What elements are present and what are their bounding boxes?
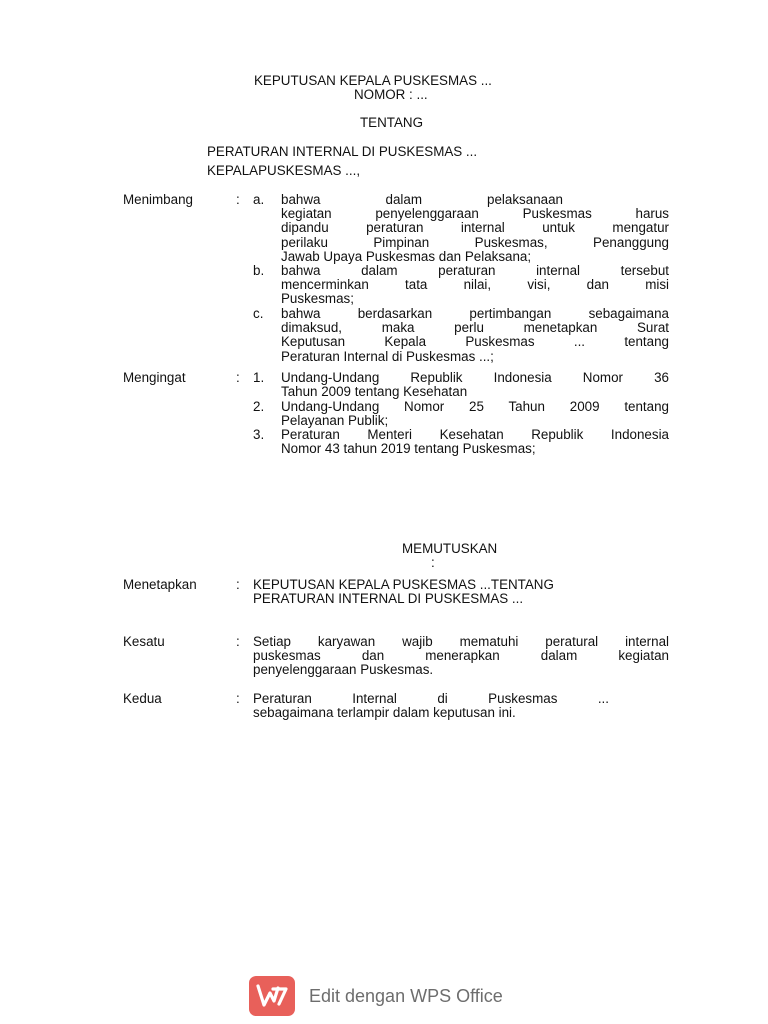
- text-line: bahwa berdasarkan pertimbangan sebagaimana: [281, 306, 669, 321]
- text-line: Keputusan Kepala Puskesmas ... tentang: [281, 334, 669, 350]
- text-line: dipandu peraturan internal untuk mengatur: [281, 220, 669, 236]
- mengingat-marker-2: 2.: [253, 399, 265, 414]
- mengingat-item-1: [281, 371, 669, 399]
- text-line: kegiatan penyelenggaraan Puskesmas harus: [281, 206, 669, 222]
- text-line: sebagaimana terlampir dalam keputusan ini.: [253, 705, 516, 721]
- text-line: bahwa dalam pelaksanaan: [281, 192, 563, 207]
- menetapkan-label: Menetapkan: [123, 577, 197, 592]
- menimbang-item-a: [281, 193, 669, 264]
- text-line: dimaksud, maka perlu menetapkan Surat: [281, 320, 669, 336]
- text-line: Undang-Undang Nomor 25 Tahun 2009 tentang: [281, 399, 669, 414]
- menimbang-marker-c: c.: [253, 306, 264, 321]
- menimbang-label: Menimbang: [123, 192, 193, 207]
- text-line: Peraturan Internal di Puskesmas ...;: [281, 348, 494, 364]
- memutuskan-heading: MEMUTUSKAN: [402, 541, 498, 556]
- kesatu-text: [253, 635, 669, 678]
- text-line: Nomor 43 tahun 2019 tentang Puskesmas;: [281, 441, 536, 457]
- text-line: Jawab Upaya Puskesmas dan Pelaksana;: [281, 248, 532, 264]
- text-line: Pelayanan Publik;: [281, 413, 389, 429]
- menetapkan-text: [253, 578, 669, 606]
- mengingat-marker-1: 1.: [253, 370, 265, 385]
- wps-logo-icon: [249, 976, 295, 1016]
- text-line: Peraturan Menteri Kesehatan Republik Indonesia: [281, 427, 669, 442]
- kesatu-colon: :: [236, 634, 240, 649]
- text-line: perilaku Pimpinan Puskesmas, Penanggung: [281, 234, 669, 250]
- document-number: NOMOR : ...: [354, 87, 428, 102]
- text-line: Tahun 2009 tentang Kesehatan: [281, 384, 468, 400]
- menimbang-marker-a: a.: [253, 192, 265, 207]
- text-line: Puskesmas;: [281, 291, 354, 307]
- about-label: TENTANG: [360, 115, 423, 130]
- kedua-label: Kedua: [123, 691, 162, 706]
- text-line: penyelenggaraan Puskesmas.: [253, 662, 434, 678]
- edit-with-wps-button[interactable]: [249, 976, 549, 1016]
- wps-logo-glyph: [249, 976, 295, 1016]
- text-line: mencerminkan tata nilai, visi, dan misi: [281, 277, 669, 293]
- kedua-text: [253, 692, 609, 720]
- mengingat-colon: :: [236, 370, 240, 385]
- mengingat-marker-3: 3.: [253, 427, 265, 442]
- head-of-puskesmas: KEPALAPUSKESMAS ...,: [207, 163, 361, 178]
- text-line: bahwa dalam peraturan internal tersebut: [281, 263, 669, 278]
- text-line: KEPUTUSAN KEPALA PUSKESMAS ...TENTANG: [253, 577, 554, 592]
- kedua-colon: :: [236, 691, 240, 706]
- mengingat-label: Mengingat: [123, 370, 186, 385]
- text-line: Setiap karyawan wajib mematuhi peratural internal: [253, 634, 669, 649]
- document-subject: PERATURAN INTERNAL DI PUSKESMAS ...: [207, 144, 478, 159]
- menimbang-colon: :: [236, 192, 240, 207]
- text-line: PERATURAN INTERNAL DI PUSKESMAS ...: [253, 591, 524, 607]
- document-title: KEPUTUSAN KEPALA PUSKESMAS ...: [254, 73, 492, 88]
- text-line: Undang-Undang Republik Indonesia Nomor 36: [281, 370, 669, 385]
- menimbang-item-c: [281, 307, 669, 364]
- text-line: puskesmas dan menerapkan dalam kegiatan: [253, 648, 669, 664]
- menimbang-marker-b: b.: [253, 263, 265, 278]
- mengingat-item-2: [281, 400, 669, 428]
- kesatu-label: Kesatu: [123, 634, 165, 649]
- mengingat-item-3: [281, 428, 669, 456]
- menimbang-item-b: [281, 264, 669, 307]
- edit-with-wps-label: Edit dengan WPS Office: [309, 986, 503, 1006]
- menetapkan-colon: :: [236, 577, 240, 592]
- memutuskan-colon: :: [431, 555, 435, 570]
- text-line: Peraturan Internal di Puskesmas ...: [253, 691, 609, 706]
